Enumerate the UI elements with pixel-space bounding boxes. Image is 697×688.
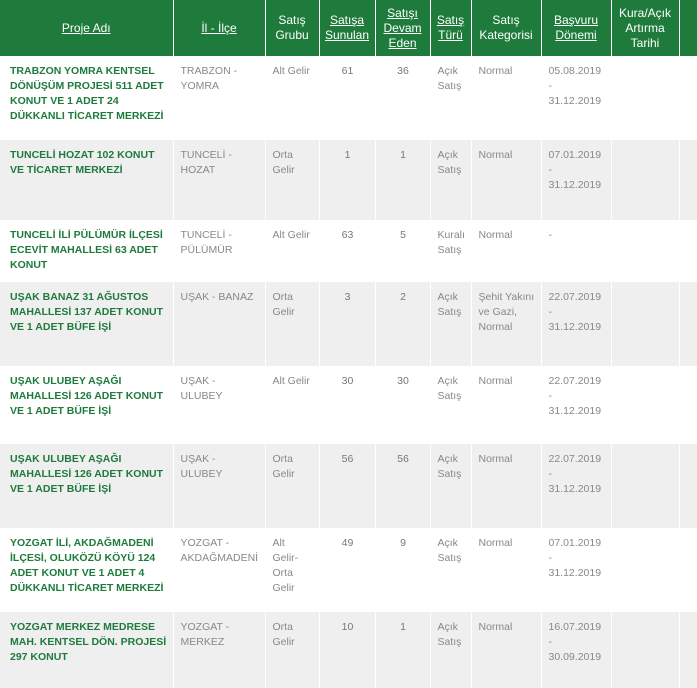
offered-count-cell: 61 [319,56,375,140]
remaining-count-cell: 5 [375,220,430,282]
sale-category-cell: Normal [471,366,541,444]
application-period-cell: 07.01.2019 - 31.12.2019 [541,528,611,612]
project-name-cell: UŞAK BANAZ 31 AĞUSTOS MAHALLESİ 137 ADET KONUT VE 1 ADET BÜFE İŞİ [0,282,173,366]
table-row [0,140,697,220]
header-basvuru-donemi[interactable]: Başvuru Dönemi [541,0,611,56]
remaining-count-cell: 1 [375,612,430,688]
application-period-cell: 07.01.2019 - 31.12.2019 [541,140,611,220]
sales-group-cell: Orta Gelir [265,140,319,220]
offered-count-cell: 10 [319,612,375,688]
sales-group-cell: Orta Gelir [265,282,319,366]
remaining-count-cell: 9 [375,528,430,612]
location-cell: YOZGAT - AKDAĞMADENİ [173,528,265,612]
sales-group-cell: Alt Gelir [265,366,319,444]
header-satis-kategorisi: Satış Kategorisi [471,0,541,56]
sale-category-cell: Normal [471,612,541,688]
sale-type-cell: Açık Satış [430,366,471,444]
sale-category-cell: Normal [471,528,541,612]
sales-group-cell: Alt Gelir [265,220,319,282]
remaining-count-cell: 56 [375,444,430,528]
table-row [0,56,697,140]
application-period-cell: 22.07.2019 - 31.12.2019 [541,366,611,444]
project-name-cell: TUNCELİ İLİ PÜLÜMÜR İLÇESİ ECEVİT MAHALLESİ 63 ADET KONUT [0,220,173,282]
header-satis-turu[interactable]: Satış Türü [430,0,471,56]
application-period-cell: - [541,220,611,282]
location-cell: TRABZON - YOMRA [173,56,265,140]
offered-count-cell: 49 [319,528,375,612]
header-kura-tarihi: Kura/Açık Artırma Tarihi [611,0,679,56]
header-extra [679,0,697,56]
offered-count-cell: 63 [319,220,375,282]
lottery-date-cell [611,220,679,282]
project-name-cell: TUNCELİ HOZAT 102 KONUT VE TİCARET MERKEZİ [0,140,173,220]
remaining-count-cell: 1 [375,140,430,220]
location-cell: UŞAK - BANAZ [173,282,265,366]
sale-category-cell: Normal [471,220,541,282]
header-il-ilce[interactable]: İl - İlçe [173,0,265,56]
sale-category-cell: Normal [471,444,541,528]
table-row [0,366,697,444]
lottery-date-cell [611,56,679,140]
project-name-cell: UŞAK ULUBEY AŞAĞI MAHALLESİ 126 ADET KONUT VE 1 ADET BÜFE İŞİ [0,366,173,444]
application-period-cell: 22.07.2019 - 31.12.2019 [541,444,611,528]
extra-cell [679,528,697,612]
sales-group-cell: Alt Gelir [265,56,319,140]
location-cell: YOZGAT - MERKEZ [173,612,265,688]
header-satisi-devam-eden[interactable]: Satışı Devam Eden [375,0,430,56]
lottery-date-cell [611,366,679,444]
remaining-count-cell: 2 [375,282,430,366]
lottery-date-cell [611,140,679,220]
table-row [0,612,697,688]
location-cell: UŞAK - ULUBEY [173,366,265,444]
sale-type-cell: Açık Satış [430,56,471,140]
header-satis-grubu: Satış Grubu [265,0,319,56]
extra-cell [679,444,697,528]
application-period-cell: 22.07.2019 - 31.12.2019 [541,282,611,366]
sales-group-cell: Alt Gelir-Orta Gelir [265,528,319,612]
table-row [0,220,697,282]
extra-cell [679,56,697,140]
extra-cell [679,220,697,282]
offered-count-cell: 30 [319,366,375,444]
offered-count-cell: 56 [319,444,375,528]
extra-cell [679,612,697,688]
lottery-date-cell [611,444,679,528]
sale-type-cell: Açık Satış [430,282,471,366]
table-body [0,56,697,688]
lottery-date-cell [611,282,679,366]
lottery-date-cell [611,528,679,612]
sale-type-cell: Kuralı Satış [430,220,471,282]
table-row [0,282,697,366]
sale-category-cell: Normal [471,56,541,140]
sale-type-cell: Açık Satış [430,528,471,612]
extra-cell [679,140,697,220]
sale-category-cell: Normal [471,140,541,220]
sale-category-cell: Şehit Yakını ve Gazi, Normal [471,282,541,366]
remaining-count-cell: 36 [375,56,430,140]
location-cell: UŞAK - ULUBEY [173,444,265,528]
application-period-cell: 16.07.2019 - 30.09.2019 [541,612,611,688]
project-name-cell: YOZGAT İLİ, AKDAĞMADENİ İLÇESİ, OLUKÖZÜ KÖYÜ 124 ADET KONUT VE 1 ADET 4 DÜKKANLI TİCARET MERKEZİ [0,528,173,612]
table-row [0,528,697,612]
lottery-date-cell [611,612,679,688]
sales-group-cell: Orta Gelir [265,444,319,528]
sale-type-cell: Açık Satış [430,612,471,688]
header-proje-adi[interactable]: Proje Adı [0,0,173,56]
sale-type-cell: Açık Satış [430,444,471,528]
offered-count-cell: 1 [319,140,375,220]
remaining-count-cell: 30 [375,366,430,444]
project-name-cell: TRABZON YOMRA KENTSEL DÖNÜŞÜM PROJESİ 511 ADET KONUT VE 1 ADET 24 DÜKKANLI TİCARET MERKEZİ [0,56,173,140]
table-row [0,444,697,528]
offered-count-cell: 3 [319,282,375,366]
header-satisa-sunulan[interactable]: Satışa Sunulan [319,0,375,56]
project-name-cell: YOZGAT MERKEZ MEDRESE MAH. KENTSEL DÖN. PROJESİ 297 KONUT [0,612,173,688]
location-cell: TUNCELİ - PÜLÜMÜR [173,220,265,282]
application-period-cell: 05.08.2019 - 31.12.2019 [541,56,611,140]
extra-cell [679,366,697,444]
sale-type-cell: Açık Satış [430,140,471,220]
table-header-row [0,0,697,56]
extra-cell [679,282,697,366]
project-name-cell: UŞAK ULUBEY AŞAĞI MAHALLESİ 126 ADET KONUT VE 1 ADET BÜFE İŞİ [0,444,173,528]
sales-group-cell: Orta Gelir [265,612,319,688]
location-cell: TUNCELİ - HOZAT [173,140,265,220]
